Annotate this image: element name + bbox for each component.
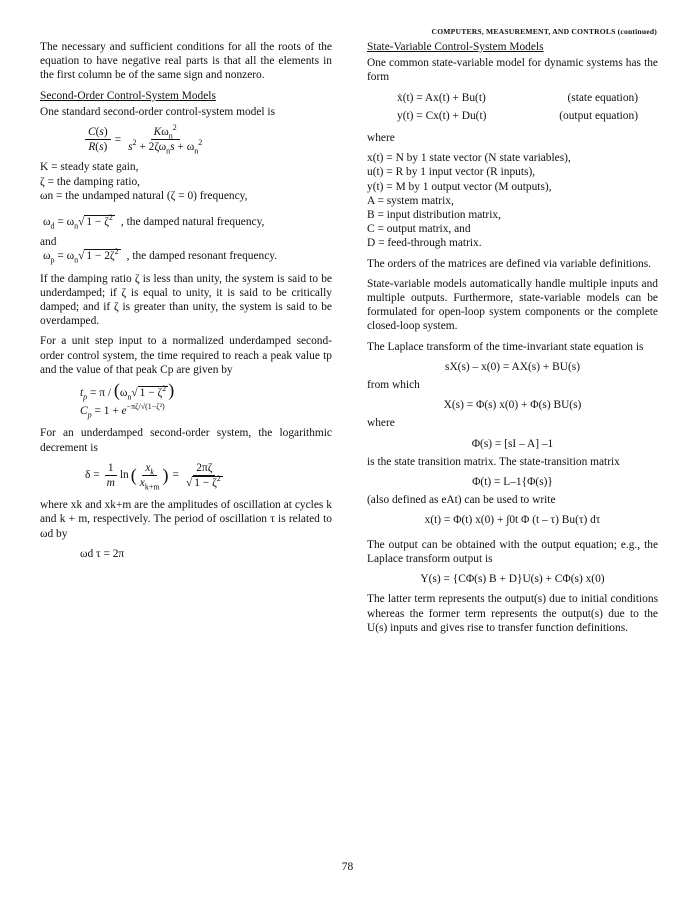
state-equation-row bbox=[397, 91, 638, 105]
definition-item: D = feed-through matrix. bbox=[367, 237, 482, 250]
damped-natural-equation: $\omega_d = \omega_n√$ $1 - \zeta^2$ , the damped natural frequency, bbox=[43, 213, 265, 231]
damped-natural-label: , the damped natural frequency, bbox=[120, 216, 265, 229]
damping-paragraph: If the damping ratio ζ is less than unity, the system is said to be underdamped; if ζ is equal to unity, it is said to be critically damped; and if ζ is greater than unity, the system is said to be overdamped. bbox=[40, 272, 332, 328]
definition-item: C = output matrix, and bbox=[367, 223, 471, 236]
laplace-equation: sX(s) – x(0) = AX(s) + BU(s) bbox=[445, 360, 580, 373]
intro-paragraph: The necessary and sufficient conditions for all the roots of the equation to have negative real parts is that all the elements in the first column be of the same sign and nonzero. bbox=[40, 41, 332, 82]
ys-equation: Y(s) = {CΦ(s) B + D}U(s) + CΦ(s) x(0) bbox=[420, 573, 605, 586]
right-column bbox=[367, 40, 658, 641]
peak-time-equation: $t_p = \pi / (\omega_n√$ $1 - \zeta^2$ ) bbox=[80, 380, 175, 402]
xs-equation: X(s) = Φ(s) x(0) + Φ(s) BU(s) bbox=[443, 399, 582, 412]
also-defined-text: (also defined as eAt) can be used to write bbox=[367, 494, 556, 507]
transfer-function-equation: $\frac{C(s)}{R(s)}$ = $\frac{K\omega_n^2}{s^2 + 2\zeta\omega_ns + \omega_n^2}$ bbox=[85, 125, 332, 154]
latter-term-paragraph: The latter term represents the output(s) due to initial conditions whereas the former term represents the output(s) due to the U(s) inputs and gives rise to transfer function definitions. bbox=[367, 593, 658, 634]
definition-item: A = system matrix, bbox=[367, 194, 454, 207]
where-text-2: where bbox=[367, 417, 395, 430]
phi-s-equation: Φ(s) = [sI – A] –1 bbox=[471, 437, 554, 450]
definition-item: y(t) = M by 1 output vector (M outputs), bbox=[367, 180, 552, 193]
state-variable-intro: One common state-variable model for dynamic systems has the form bbox=[367, 57, 658, 84]
definition-item: u(t) = R by 1 input vector (R inputs), bbox=[367, 166, 536, 179]
multi-io-paragraph: State-variable models automatically handle multiple inputs and multiple outputs. Furthermore, state-variable models can be formulated for open-loop system components or the complete closed-loop system. bbox=[367, 277, 658, 333]
state-variable-heading: State-Variable Control-System Models bbox=[367, 41, 544, 53]
output-paragraph: The output can be obtained with the output equation; e.g., the Laplace transform output is bbox=[367, 538, 658, 565]
second-order-heading: Second-Order Control-System Models bbox=[40, 89, 216, 102]
standard-model-text: One standard second-order control-system model is bbox=[40, 105, 276, 118]
running-header: COMPUTERS, MEASUREMENT, AND CONTROLS (continued) bbox=[431, 27, 657, 36]
phi-t-equation: Φ(t) = L–1{Φ(s)} bbox=[472, 476, 553, 489]
omega-n-definition: ωn = the undamped natural (ζ = 0) frequency, bbox=[40, 189, 248, 202]
output-equation-label: (output equation) bbox=[559, 109, 638, 122]
output-equation-row bbox=[397, 109, 638, 123]
from-which-text: from which bbox=[367, 379, 420, 392]
matrix-definitions bbox=[367, 151, 658, 250]
laplace-intro: The Laplace transform of the time-invariant state equation is bbox=[367, 340, 644, 353]
peak-value-equation: $C_p = 1 + e^{-\pi\zeta/√(1-\zeta^2)}$ bbox=[80, 402, 165, 420]
k-definition: K = steady state gain, bbox=[40, 161, 139, 174]
log-decrement-equation: δ = $\frac{1}{m}$ ln ( $\frac{x_k}{x_{k+m}}$ ) = $\frac{2\pi\zeta}{√ 1 - \zeta^2}$ bbox=[85, 461, 221, 492]
output-equation: y(t) = Cx(t) + Du(t) bbox=[397, 109, 487, 122]
state-equation: ẋ(t) = Ax(t) + Bu(t) bbox=[397, 91, 486, 104]
convolution-equation: x(t) = Φ(t) x(0) + ∫0t Φ (t – τ) Bu(τ) dτ bbox=[424, 514, 601, 527]
state-equation-label: (state equation) bbox=[567, 91, 638, 104]
and-text: and bbox=[40, 236, 57, 249]
definition-item: B = input distribution matrix, bbox=[367, 209, 501, 222]
damped-resonant-equation: $\omega_p = \omega_n√$ $1 - 2\zeta^2$ , the damped resonant frequency. bbox=[43, 247, 278, 265]
period-equation: ωd τ = 2π bbox=[80, 547, 125, 560]
damped-resonant-label: , the damped resonant frequency. bbox=[126, 250, 278, 263]
unit-step-paragraph: For a unit step input to a normalized underdamped second-order control system, the time required to reach a peak value tp and the value of that peak Cp are given by bbox=[40, 335, 332, 376]
page-number: 78 bbox=[341, 861, 354, 873]
amplitude-paragraph: where xk and xk+m are the amplitudes of oscillation at cycles k and k + m, respectively. The period of oscillation τ is related to ωd by bbox=[40, 499, 332, 540]
where-text: where bbox=[367, 132, 395, 145]
definition-item: x(t) = N by 1 state vector (N state variables), bbox=[367, 152, 571, 165]
orders-paragraph: The orders of the matrices are defined via variable definitions. bbox=[367, 257, 652, 270]
log-decrement-paragraph: For an underdamped second-order system, the logarithmic decrement is bbox=[40, 427, 332, 454]
zeta-definition: ζ = the damping ratio, bbox=[40, 175, 141, 188]
left-column bbox=[40, 40, 332, 561]
state-transition-paragraph: is the state transition matrix. The state-transition matrix bbox=[367, 455, 620, 468]
